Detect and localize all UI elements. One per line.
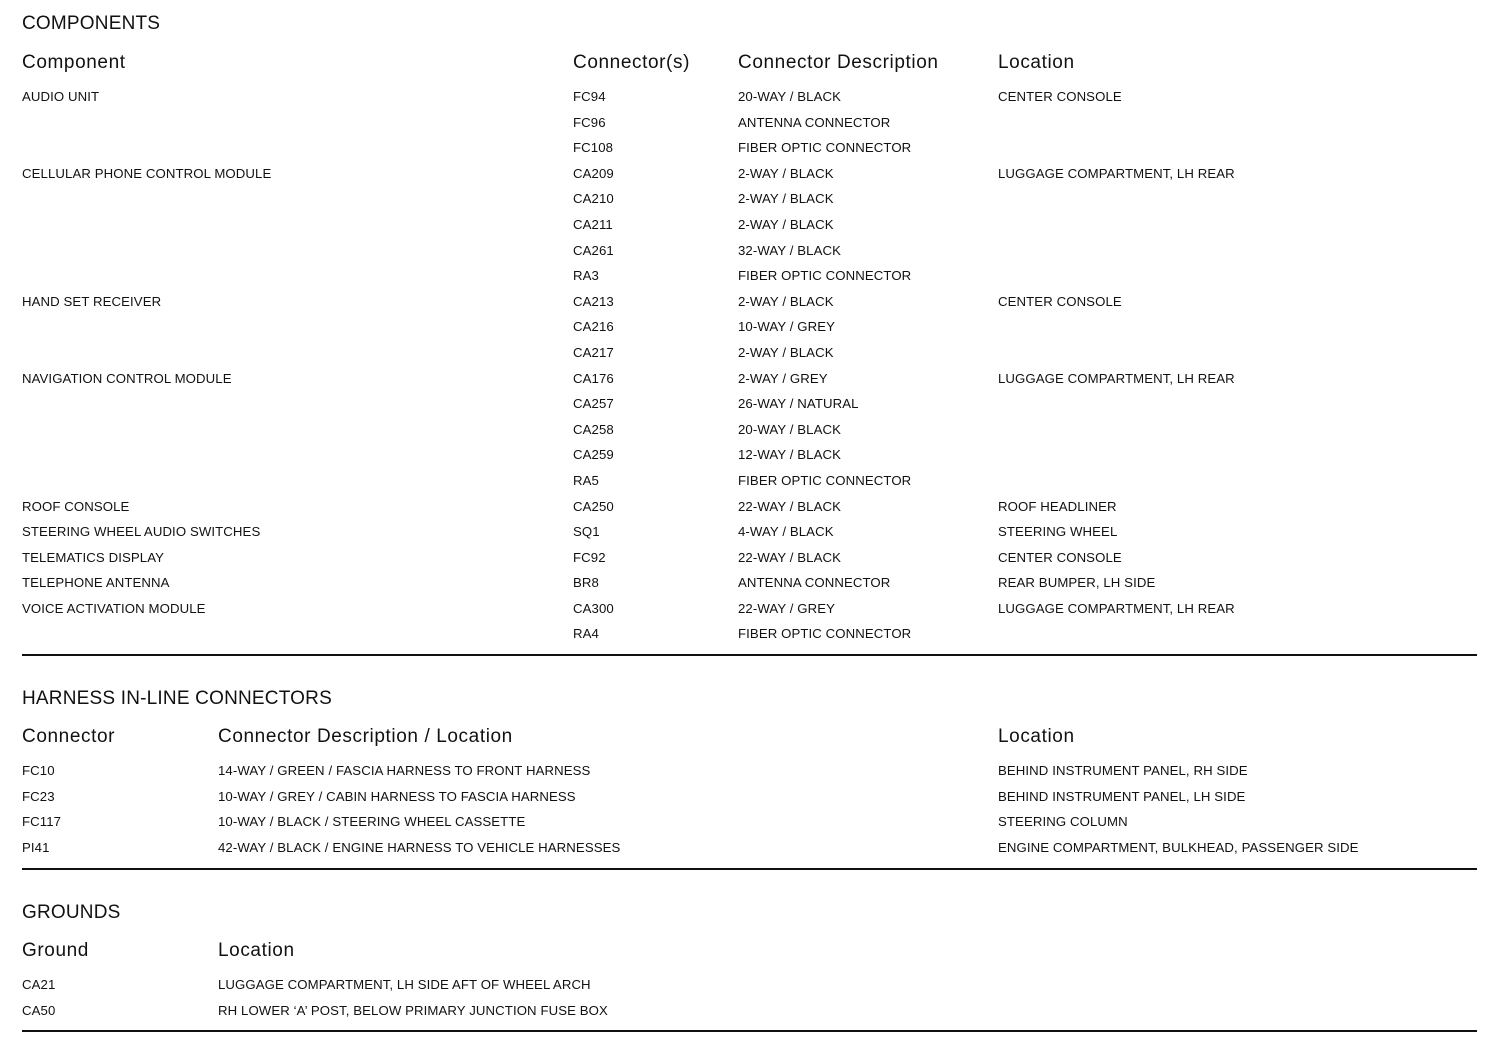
component-row-cell: CA258 <box>573 421 614 437</box>
component-row-cell: LUGGAGE COMPARTMENT, LH REAR <box>998 165 1235 181</box>
component-row-cell: LUGGAGE COMPARTMENT, LH REAR <box>998 600 1235 616</box>
component-row-cell: STEERING WHEEL <box>998 524 1118 540</box>
harness-row-cell: PI41 <box>22 839 50 855</box>
harness-row <box>0 758 1504 784</box>
component-row-cell: VOICE ACTIVATION MODULE <box>22 600 206 616</box>
ground-row <box>0 998 1504 1024</box>
component-row-cell: 2-WAY / BLACK <box>738 216 834 232</box>
connector-description-header: Connector Description <box>738 52 939 73</box>
ground-location-header: Location <box>218 940 295 961</box>
component-row <box>0 110 1504 136</box>
component-row <box>0 186 1504 212</box>
ground-header: Ground <box>22 940 89 961</box>
component-row <box>0 442 1504 468</box>
component-row-cell: BR8 <box>573 575 599 591</box>
component-row <box>0 468 1504 494</box>
component-header: Component <box>22 52 126 73</box>
harness-row-cell: BEHIND INSTRUMENT PANEL, RH SIDE <box>998 763 1248 778</box>
harness-row-cell: 14-WAY / GREEN / FASCIA HARNESS TO FRONT HARNESS <box>218 763 591 778</box>
section-divider <box>22 654 1477 656</box>
component-row-cell: STEERING WHEEL AUDIO SWITCHES <box>22 524 261 540</box>
component-row-cell: FIBER OPTIC CONNECTOR <box>738 472 912 488</box>
component-row-cell: 22-WAY / BLACK <box>738 549 842 565</box>
component-row <box>0 135 1504 161</box>
component-row-cell: FC108 <box>573 140 614 156</box>
component-row <box>0 314 1504 340</box>
components-table <box>0 84 1504 647</box>
section-divider <box>22 1030 1477 1032</box>
component-row-cell: CENTER CONSOLE <box>998 549 1122 565</box>
ground-row-cell: CA50 <box>22 1002 56 1018</box>
component-row-cell: ROOF HEADLINER <box>998 498 1117 514</box>
component-row <box>0 545 1504 571</box>
component-row <box>0 494 1504 520</box>
component-row-cell: ANTENNA CONNECTOR <box>738 575 891 591</box>
component-row-cell: SQ1 <box>573 524 600 540</box>
grounds-title: GROUNDS <box>22 902 121 923</box>
ground-row-cell: RH LOWER ‘A’ POST, BELOW PRIMARY JUNCTION FUSE BOX <box>218 1002 608 1018</box>
component-row-cell: FC96 <box>573 114 606 130</box>
section-divider <box>22 868 1477 870</box>
component-row-cell: HAND SET RECEIVER <box>22 293 162 309</box>
component-row <box>0 84 1504 110</box>
description-location-header: Connector Description / Location <box>218 726 513 747</box>
component-row-cell: CA176 <box>573 370 614 386</box>
component-row-cell: ANTENNA CONNECTOR <box>738 114 891 130</box>
component-row-cell: 2-WAY / BLACK <box>738 344 834 360</box>
component-row-cell: CENTER CONSOLE <box>998 293 1122 309</box>
component-row-cell: ROOF CONSOLE <box>22 498 130 514</box>
component-row-cell: 32-WAY / BLACK <box>738 242 842 258</box>
component-row-cell: CA300 <box>573 600 614 616</box>
component-row-cell: CA259 <box>573 447 614 463</box>
component-row-cell: CENTER CONSOLE <box>998 89 1122 104</box>
component-row-cell: CA210 <box>573 191 614 207</box>
component-row-cell: 2-WAY / BLACK <box>738 165 834 181</box>
ground-row <box>0 972 1504 998</box>
component-row <box>0 366 1504 392</box>
harness-row-cell: 42-WAY / BLACK / ENGINE HARNESS TO VEHICLE HARNESSES <box>218 839 621 855</box>
component-row-cell: LUGGAGE COMPARTMENT, LH REAR <box>998 370 1235 386</box>
component-row-cell: NAVIGATION CONTROL MODULE <box>22 370 232 386</box>
component-row-cell: CELLULAR PHONE CONTROL MODULE <box>22 165 272 181</box>
harness-title: HARNESS IN-LINE CONNECTORS <box>22 688 332 709</box>
ground-row-cell: CA21 <box>22 977 56 992</box>
component-row-cell: FIBER OPTIC CONNECTOR <box>738 626 912 642</box>
harness-row-cell: 10-WAY / GREY / CABIN HARNESS TO FASCIA HARNESS <box>218 788 576 804</box>
harness-row <box>0 809 1504 835</box>
harness-row-cell: FC10 <box>22 763 55 778</box>
component-row-cell: 2-WAY / BLACK <box>738 293 834 309</box>
harness-row <box>0 784 1504 810</box>
component-row-cell: RA5 <box>573 472 599 488</box>
harness-row-cell: STEERING COLUMN <box>998 814 1128 830</box>
harness-row-cell: 10-WAY / BLACK / STEERING WHEEL CASSETTE <box>218 814 526 830</box>
component-row-cell: 26-WAY / NATURAL <box>738 396 859 412</box>
component-row-cell: CA257 <box>573 396 614 412</box>
grounds-table <box>0 972 1504 1023</box>
harness-row-cell: FC23 <box>22 788 55 804</box>
component-row-cell: 12-WAY / BLACK <box>738 447 842 463</box>
component-row-cell: CA261 <box>573 242 614 258</box>
connectors-header: Connector(s) <box>573 52 691 73</box>
component-row-cell: CA213 <box>573 293 614 309</box>
harness-table <box>0 758 1504 860</box>
component-row <box>0 596 1504 622</box>
component-row-cell: REAR BUMPER, LH SIDE <box>998 575 1156 591</box>
component-row-cell: 22-WAY / GREY <box>738 600 836 616</box>
components-title: COMPONENTS <box>22 13 161 34</box>
component-row-cell: CA250 <box>573 498 614 514</box>
harness-row-cell: FC117 <box>22 814 62 830</box>
component-row-cell: 20-WAY / BLACK <box>738 421 842 437</box>
component-row-cell: 22-WAY / BLACK <box>738 498 842 514</box>
component-row-cell: 4-WAY / BLACK <box>738 524 834 540</box>
location-header: Location <box>998 52 1075 73</box>
harness-location-header: Location <box>998 726 1075 747</box>
component-row-cell: AUDIO UNIT <box>22 89 100 104</box>
component-row-cell: CA209 <box>573 165 614 181</box>
component-row-cell: 20-WAY / BLACK <box>738 89 842 104</box>
component-row <box>0 340 1504 366</box>
component-row-cell: TELEPHONE ANTENNA <box>22 575 170 591</box>
component-row <box>0 570 1504 596</box>
component-row-cell: CA217 <box>573 344 614 360</box>
component-row-cell: TELEMATICS DISPLAY <box>22 549 165 565</box>
component-row-cell: 2-WAY / GREY <box>738 370 828 386</box>
component-row-cell: RA4 <box>573 626 599 642</box>
component-row-cell: 2-WAY / BLACK <box>738 191 834 207</box>
component-row <box>0 519 1504 545</box>
component-row <box>0 263 1504 289</box>
component-row-cell: CA216 <box>573 319 614 335</box>
component-row <box>0 238 1504 264</box>
component-row <box>0 391 1504 417</box>
harness-row-cell: BEHIND INSTRUMENT PANEL, LH SIDE <box>998 788 1246 804</box>
ground-row-cell: LUGGAGE COMPARTMENT, LH SIDE AFT OF WHEEL ARCH <box>218 977 591 992</box>
component-row <box>0 621 1504 647</box>
harness-row-cell: ENGINE COMPARTMENT, BULKHEAD, PASSENGER SIDE <box>998 839 1359 855</box>
component-row-cell: FC92 <box>573 549 606 565</box>
component-row <box>0 161 1504 187</box>
component-row-cell: FIBER OPTIC CONNECTOR <box>738 268 912 284</box>
component-row-cell: CA211 <box>573 216 613 232</box>
harness-row <box>0 835 1504 861</box>
component-row <box>0 417 1504 443</box>
component-row <box>0 212 1504 238</box>
component-row-cell: FIBER OPTIC CONNECTOR <box>738 140 912 156</box>
component-row-cell: FC94 <box>573 89 606 104</box>
connector-header: Connector <box>22 726 116 747</box>
component-row <box>0 289 1504 315</box>
component-row-cell: 10-WAY / GREY <box>738 319 836 335</box>
component-row-cell: RA3 <box>573 268 599 284</box>
